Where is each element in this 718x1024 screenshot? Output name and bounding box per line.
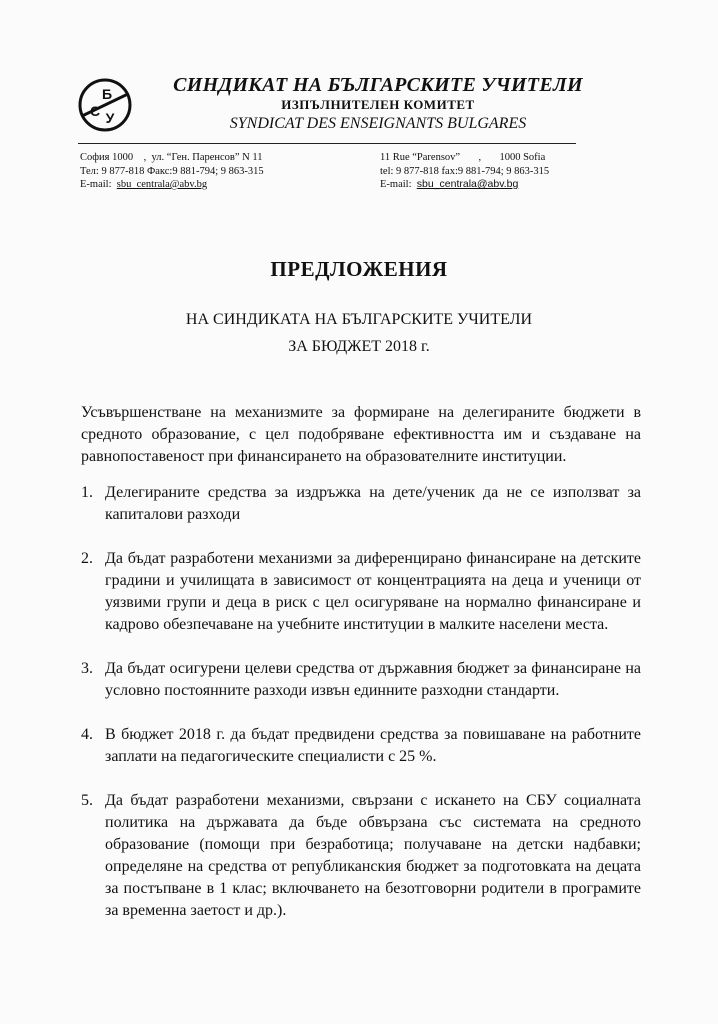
item-number: 4. xyxy=(81,726,93,743)
address-bg: София 1000 , ул. “Ген. Паренсов” N 11 xyxy=(80,152,263,163)
item-number: 5. xyxy=(81,792,93,809)
phones-bg: Тел: 9 877-818 Факс:9 881-794; 9 863-315 xyxy=(80,165,264,177)
contacts-bg xyxy=(80,151,360,192)
org-name-bg: СИНДИКАТ НА БЪЛГАРСКИТЕ УЧИТЕЛИ xyxy=(173,74,583,96)
letterhead-divider xyxy=(78,143,576,144)
list-item xyxy=(81,658,641,702)
contacts-fr xyxy=(380,151,610,192)
email-line-bg xyxy=(80,178,360,192)
list-item xyxy=(81,482,641,526)
item-text: Да бъдат разработени механизми, свързани с искането на СБУ социалната политика на държавата да бъде обвързана със системата на средното образование (помощи при безработица; получаване на детски надбавки; определяне на средства от републиканския бюджет за подготовката на децата за постъпване в 1 клас; включването на безотговорни родители в програмите за временна заетост и др.). xyxy=(105,792,641,919)
item-number: 3. xyxy=(81,660,93,677)
committee-name: ИЗПЪЛНИТЕЛЕН КОМИТЕТ xyxy=(281,97,475,112)
intro-paragraph: Усъвършенстване на механизмите за формиране на делегираните бюджети в средното образование, с цел подобряване ефективността им и създаване на равнопоставеност при финансирането на образователните институции. xyxy=(81,404,641,465)
email-label: E-mail: xyxy=(80,179,117,190)
item-number: 2. xyxy=(81,550,93,567)
svg-text:Б: Б xyxy=(101,86,113,102)
document-subtitle-year: ЗА БЮДЖЕТ 2018 г. xyxy=(288,338,430,355)
svg-text:У: У xyxy=(105,110,115,126)
item-text: Делегираните средства за издръжка на дете/ученик да не се използват за капиталови разходи xyxy=(105,484,641,523)
list-item xyxy=(81,548,641,636)
item-text: В бюджет 2018 г. да бъдат предвидени средства за повишаване на работните заплати на педагогическите специалисти с 25 %. xyxy=(105,726,641,765)
proposal-list xyxy=(81,482,641,944)
email-link[interactable]: sbu_centrala@abv.bg xyxy=(116,179,208,190)
item-number: 1. xyxy=(81,484,93,501)
list-item xyxy=(81,724,641,768)
email-link[interactable]: sbu_centrala@abv.bg xyxy=(416,178,519,190)
sbu-logo xyxy=(76,76,134,134)
item-text: Да бъдат осигурени целеви средства от държавния бюджет за финансиране на условно постоянните разходи извън единните разходни стандарти. xyxy=(105,660,641,699)
email-line-fr xyxy=(380,178,610,192)
email-label: E-mail: xyxy=(380,179,417,190)
list-item xyxy=(81,790,641,922)
svg-text:С: С xyxy=(89,103,101,119)
phones-fr: tel: 9 877-818 fax:9 881-794; 9 863-315 xyxy=(380,165,550,177)
item-text: Да бъдат разработени механизми за диференцирано финансиране на детските градини и училищата в зависимост от концентрацията на деца и ученици от уязвими групи и деца в риск с цел осигуряване на нормално финансиране и кадрово обезпечаване на учебните институции в малките населени места. xyxy=(105,550,641,633)
org-name-fr: SYNDICAT DES ENSEIGNANTS BULGARES xyxy=(229,115,527,132)
document-subtitle: НА СИНДИКАТА НА БЪЛГАРСКИТЕ УЧИТЕЛИ xyxy=(185,311,533,328)
document-title: ПРЕДЛОЖЕНИЯ xyxy=(270,257,448,281)
address-fr: 11 Rue “Parensov” , 1000 Sofia xyxy=(380,152,546,163)
